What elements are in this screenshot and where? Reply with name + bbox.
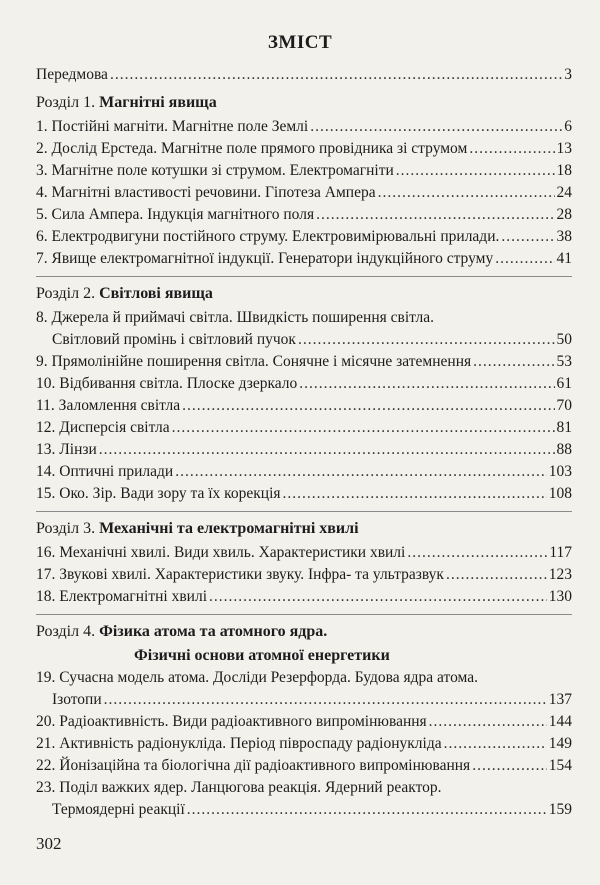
dot-leader — [283, 485, 547, 503]
toc-entry — [36, 544, 572, 566]
dot-leader — [172, 419, 555, 437]
toc-entry-page: 61 — [556, 375, 572, 392]
toc-entry-title: 14. Оптичні прилади — [36, 463, 174, 480]
toc-entry — [36, 375, 572, 397]
toc-entry — [36, 419, 572, 441]
section-prefix: Розділ 1. — [36, 94, 96, 111]
dot-leader — [444, 735, 547, 753]
dot-leader — [378, 184, 555, 202]
section-divider — [36, 511, 572, 512]
toc-entry-title: Передмова — [36, 66, 108, 83]
section-title: Магнітні явища — [99, 94, 217, 111]
toc-entry-title: 6. Електродвигуни постійного струму. Електровимірювальні прилади. — [36, 228, 500, 245]
toc-entry-page: 24 — [556, 184, 572, 201]
toc-entry-title: 23. Поділ важких ядер. Ланцюгова реакція. Ядерний реактор. — [36, 779, 442, 796]
section-heading — [36, 520, 572, 544]
toc-entry — [36, 309, 572, 331]
toc-entry-page: 130 — [548, 588, 572, 605]
section-heading — [36, 94, 572, 118]
toc-entry-page: 6 — [564, 118, 572, 135]
dot-leader — [495, 250, 554, 268]
toc-entry — [36, 588, 572, 610]
dot-leader — [310, 118, 562, 136]
page-title: ЗМІСТ — [267, 32, 333, 53]
table-of-contents — [36, 66, 572, 823]
toc-entry-page: 13 — [556, 140, 572, 157]
section-title: Світлові явища — [99, 285, 213, 302]
page-number: 302 — [36, 834, 62, 853]
section-heading — [36, 285, 572, 309]
toc-entry — [36, 140, 572, 162]
toc-entry-title: Ізотопи — [52, 691, 102, 708]
toc-entry-page: 50 — [556, 331, 572, 348]
toc-entry-title: 2. Дослід Ерстеда. Магнітне поле прямого провідника зі струмом — [36, 140, 468, 157]
section-heading — [36, 623, 572, 647]
toc-entry — [36, 118, 572, 140]
toc-entry-title: 10. Відбивання світла. Плоске дзеркало — [36, 375, 298, 392]
dot-leader — [473, 353, 554, 371]
toc-entry-title: 15. Око. Зір. Вади зору та їх корекція — [36, 485, 281, 502]
toc-entry-title: 5. Сила Ампера. Індукція магнітного поля — [36, 206, 315, 223]
toc-entry — [36, 228, 572, 250]
toc-entry-title: 16. Механічні хвилі. Види хвиль. Характеристики хвилі — [36, 544, 406, 561]
toc-entry — [36, 206, 572, 228]
section-divider — [36, 614, 572, 615]
toc-entry-title: Термоядерні реакції — [52, 801, 185, 818]
toc-entry — [36, 397, 572, 419]
toc-entry-title: 20. Радіоактивність. Види радіоактивного випромінювання — [36, 713, 427, 730]
section-prefix: Розділ 4. — [36, 623, 96, 640]
toc-entry-page: 137 — [548, 691, 572, 708]
section-title: Механічні та електромагнітні хвилі — [99, 520, 359, 537]
toc-entry-page: 53 — [556, 353, 572, 370]
toc-entry-title: Світловий промінь і світловий пучок — [52, 331, 296, 348]
dot-leader — [99, 441, 555, 459]
toc-entry-title: 17. Звукові хвилі. Характеристики звуку. Інфра- та ультразвук — [36, 566, 444, 583]
section-title: Фізика атома та атомного ядра. — [99, 623, 328, 640]
toc-entry-page: 159 — [548, 801, 572, 818]
toc-entry-title: 18. Електромагнітні хвилі — [36, 588, 208, 605]
dot-leader — [396, 162, 555, 180]
toc-entry-page: 28 — [556, 206, 572, 223]
toc-entry — [36, 801, 572, 823]
toc-entry — [36, 441, 572, 463]
toc-entry-page: 18 — [556, 162, 572, 179]
toc-entry-page: 149 — [548, 735, 572, 752]
dot-leader — [175, 463, 547, 481]
toc-entry-title: 11. Заломлення світла — [36, 397, 181, 414]
toc-entry-title: 8. Джерела й приймачі світла. Швидкість поширення світла. — [36, 309, 435, 326]
toc-entry-title: 7. Явище електромагнітної індукції. Генератори індукційного струму — [36, 250, 494, 267]
toc-entry-page: 154 — [548, 757, 572, 774]
toc-entry-page: 123 — [548, 566, 572, 583]
toc-entry — [36, 184, 572, 206]
toc-entry — [36, 669, 572, 691]
toc-entry-page: 88 — [556, 441, 572, 458]
dot-leader — [407, 544, 547, 562]
toc-entry-page: 41 — [556, 250, 572, 267]
dot-leader — [110, 66, 562, 84]
toc-entry-title: 3. Магнітне поле котушки зі струмом. Електромагніти — [36, 162, 394, 179]
toc-entry-title: 4. Магнітні властивості речовини. Гіпотеза Ампера — [36, 184, 376, 201]
dot-leader — [182, 397, 554, 415]
toc-entry — [36, 485, 572, 507]
toc-entry-page: 108 — [548, 485, 572, 502]
dot-leader — [298, 331, 555, 349]
toc-entry-page: 3 — [564, 66, 572, 83]
toc-entry — [36, 757, 572, 779]
toc-entry — [36, 691, 572, 713]
dot-leader — [501, 228, 554, 246]
section-prefix: Розділ 3. — [36, 520, 96, 537]
toc-entry — [36, 566, 572, 588]
dot-leader — [104, 691, 547, 709]
toc-entry — [36, 162, 572, 184]
toc-entry-title: 12. Дисперсія світла — [36, 419, 170, 436]
toc-entry-page: 103 — [548, 463, 572, 480]
section-title-continued: Фізичні основи атомної енергетики — [134, 647, 390, 664]
toc-entry-title: 22. Йонізаційна та біологічна дії радіоактивного випромінювання — [36, 757, 471, 774]
dot-leader — [429, 713, 547, 731]
toc-entry-title: 9. Прямолінійне поширення світла. Сонячне і місячне затемнення — [36, 353, 472, 370]
section-divider — [36, 276, 572, 277]
toc-entry-title: 1. Постійні магніти. Магнітне поле Землі — [36, 118, 309, 135]
dot-leader — [299, 375, 554, 393]
toc-entry-preface — [36, 66, 572, 88]
toc-entry-page: 117 — [549, 544, 572, 561]
toc-entry — [36, 353, 572, 375]
section-prefix: Розділ 2. — [36, 285, 96, 302]
toc-entry — [36, 331, 572, 353]
toc-entry — [36, 735, 572, 757]
dot-leader — [209, 588, 547, 606]
dot-leader — [469, 140, 554, 158]
toc-entry — [36, 779, 572, 801]
dot-leader — [472, 757, 547, 775]
dot-leader — [187, 801, 547, 819]
toc-entry-title: 13. Лінзи — [36, 441, 97, 458]
toc-entry-page: 144 — [548, 713, 572, 730]
toc-entry-title: 19. Сучасна модель атома. Досліди Резерфорда. Будова ядра атома. — [36, 669, 478, 686]
toc-entry — [36, 713, 572, 735]
toc-entry-title: 21. Активність радіонукліда. Період півроспаду радіонукліда — [36, 735, 442, 752]
toc-entry-page: 38 — [556, 228, 572, 245]
toc-entry — [36, 250, 572, 272]
toc-entry-page: 70 — [556, 397, 572, 414]
toc-entry — [36, 463, 572, 485]
dot-leader — [446, 566, 547, 584]
toc-entry-page: 81 — [556, 419, 572, 436]
dot-leader — [316, 206, 554, 224]
